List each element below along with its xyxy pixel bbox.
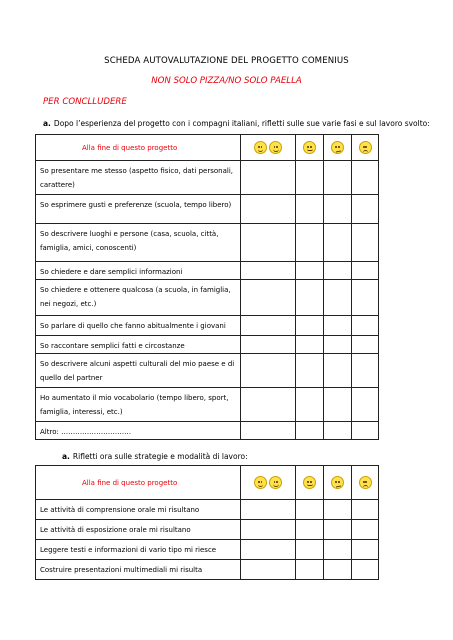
happy-face-icon (303, 476, 316, 489)
rating-cell[interactable] (296, 500, 324, 520)
rating-cell[interactable] (352, 262, 379, 280)
rating-header-1 (296, 135, 324, 161)
rating-cell[interactable] (352, 280, 379, 316)
rating-cell[interactable] (241, 336, 296, 354)
rating-cell[interactable] (352, 354, 379, 388)
intro-paragraph-a (43, 119, 430, 128)
rating-cell[interactable] (296, 280, 324, 316)
row-statement: Le attività di esposizione orale mi risultano (36, 520, 241, 540)
table-header-label: Alla fine di questo progetto (36, 135, 241, 161)
rating-header-excellent (241, 135, 296, 161)
section-heading: PER CONCLLUDERE (43, 97, 127, 107)
rating-cell[interactable] (352, 316, 379, 336)
rating-cell[interactable] (352, 195, 379, 224)
rating-cell[interactable] (241, 500, 296, 520)
row-statement: So chiedere e ottenere qualcosa (a scuola, in famiglia, nei negozi, etc.) (36, 280, 241, 316)
rating-cell[interactable] (241, 560, 296, 580)
rating-cell[interactable] (324, 280, 352, 316)
list-marker: a. (43, 119, 51, 128)
wry-face-icon (331, 141, 344, 154)
rating-cell[interactable] (352, 560, 379, 580)
table-row (36, 560, 379, 580)
rating-cell[interactable] (324, 422, 352, 440)
document-subtitle: NON SOLO PIZZA/NO SOLO PAELLA (151, 76, 302, 86)
rating-cell[interactable] (241, 316, 296, 336)
rating-cell[interactable] (296, 336, 324, 354)
row-statement: So raccontare semplici fatti e circostanze (36, 336, 241, 354)
self-assessment-table-1 (35, 134, 379, 440)
rating-cell[interactable] (296, 388, 324, 422)
very-happy-face-icon (269, 476, 282, 489)
table-row (36, 336, 379, 354)
rating-cell[interactable] (324, 336, 352, 354)
row-statement: Ho aumentato il mio vocabolario (tempo libero, sport, famiglia, interessi, etc.) (36, 388, 241, 422)
table-header-label: Alla fine di questo progetto (36, 466, 241, 500)
rating-cell[interactable] (241, 280, 296, 316)
rating-cell[interactable] (296, 520, 324, 540)
row-statement: Le attività di comprensione orale mi risultano (36, 500, 241, 520)
rating-cell[interactable] (324, 316, 352, 336)
rating-cell[interactable] (296, 316, 324, 336)
wry-face-icon (331, 476, 344, 489)
rating-cell[interactable] (296, 540, 324, 560)
rating-header-2 (324, 466, 352, 500)
rating-header-1 (296, 466, 324, 500)
very-happy-face-icon (254, 141, 267, 154)
row-statement: Altro: ………………………… (36, 422, 241, 440)
rating-cell[interactable] (324, 560, 352, 580)
rating-cell[interactable] (324, 262, 352, 280)
rating-header-excellent (241, 466, 296, 500)
rating-cell[interactable] (241, 354, 296, 388)
table-row (36, 500, 379, 520)
rating-cell[interactable] (241, 161, 296, 195)
rating-cell[interactable] (241, 540, 296, 560)
row-statement: So chiedere e dare semplici informazioni (36, 262, 241, 280)
rating-cell[interactable] (352, 520, 379, 540)
rating-cell[interactable] (324, 540, 352, 560)
row-statement: So parlare di quello che fanno abitualmente i giovani (36, 316, 241, 336)
row-statement: Leggere testi e informazioni di vario tipo mi riesce (36, 540, 241, 560)
rating-cell[interactable] (296, 224, 324, 262)
intro-paragraph-b (62, 452, 248, 461)
rating-cell[interactable] (352, 388, 379, 422)
rating-cell[interactable] (241, 422, 296, 440)
sad-face-icon (359, 141, 372, 154)
table-row (36, 195, 379, 224)
table-row (36, 262, 379, 280)
rating-cell[interactable] (324, 354, 352, 388)
very-happy-face-icon (269, 141, 282, 154)
intro-text: Dopo l’esperienza del progetto con i compagni italiani, rifletti sulle sue varie fasi e sul lavoro svolto: (53, 119, 430, 128)
rating-cell[interactable] (241, 520, 296, 540)
rating-cell[interactable] (241, 224, 296, 262)
list-marker: a. (62, 452, 70, 461)
rating-cell[interactable] (324, 520, 352, 540)
sad-face-icon (359, 476, 372, 489)
very-happy-face-icon (254, 476, 267, 489)
rating-cell[interactable] (296, 161, 324, 195)
rating-cell[interactable] (296, 560, 324, 580)
row-statement: So descrivere luoghi e persone (casa, scuola, città, famiglia, amici, conoscenti) (36, 224, 241, 262)
rating-cell[interactable] (352, 540, 379, 560)
rating-cell[interactable] (352, 224, 379, 262)
rating-cell[interactable] (352, 422, 379, 440)
row-statement: Costruire presentazioni multimediali mi risulta (36, 560, 241, 580)
rating-header-2 (324, 135, 352, 161)
row-statement: So esprimere gusti e preferenze (scuola, tempo libero) (36, 195, 241, 224)
table-row (36, 422, 379, 440)
rating-cell[interactable] (324, 195, 352, 224)
table-row (36, 280, 379, 316)
rating-cell[interactable] (241, 195, 296, 224)
rating-cell[interactable] (324, 224, 352, 262)
rating-cell[interactable] (324, 161, 352, 195)
table-header-row (36, 466, 379, 500)
rating-cell[interactable] (352, 500, 379, 520)
table-header-row (36, 135, 379, 161)
table-row (36, 161, 379, 195)
rating-header-3 (352, 466, 379, 500)
table-row (36, 316, 379, 336)
table-row (36, 354, 379, 388)
table-row (36, 540, 379, 560)
happy-face-icon (303, 141, 316, 154)
rating-header-3 (352, 135, 379, 161)
document-title: SCHEDA AUTOVALUTAZIONE DEL PROGETTO COMENIUS (104, 56, 349, 66)
self-assessment-table-2 (35, 465, 379, 580)
rating-cell[interactable] (324, 500, 352, 520)
rating-cell[interactable] (296, 195, 324, 224)
rating-cell[interactable] (324, 388, 352, 422)
table-row (36, 388, 379, 422)
row-statement: So descrivere alcuni aspetti culturali del mio paese e di quello del partner (36, 354, 241, 388)
table-row (36, 224, 379, 262)
rating-cell[interactable] (296, 262, 324, 280)
rating-cell[interactable] (352, 161, 379, 195)
rating-cell[interactable] (352, 336, 379, 354)
row-statement: So presentare me stesso (aspetto fisico, dati personali, carattere) (36, 161, 241, 195)
rating-cell[interactable] (296, 422, 324, 440)
rating-cell[interactable] (296, 354, 324, 388)
rating-cell[interactable] (241, 388, 296, 422)
table-row (36, 520, 379, 540)
intro-text: Rifletti ora sulle strategie e modalità di lavoro: (72, 452, 248, 461)
rating-cell[interactable] (241, 262, 296, 280)
